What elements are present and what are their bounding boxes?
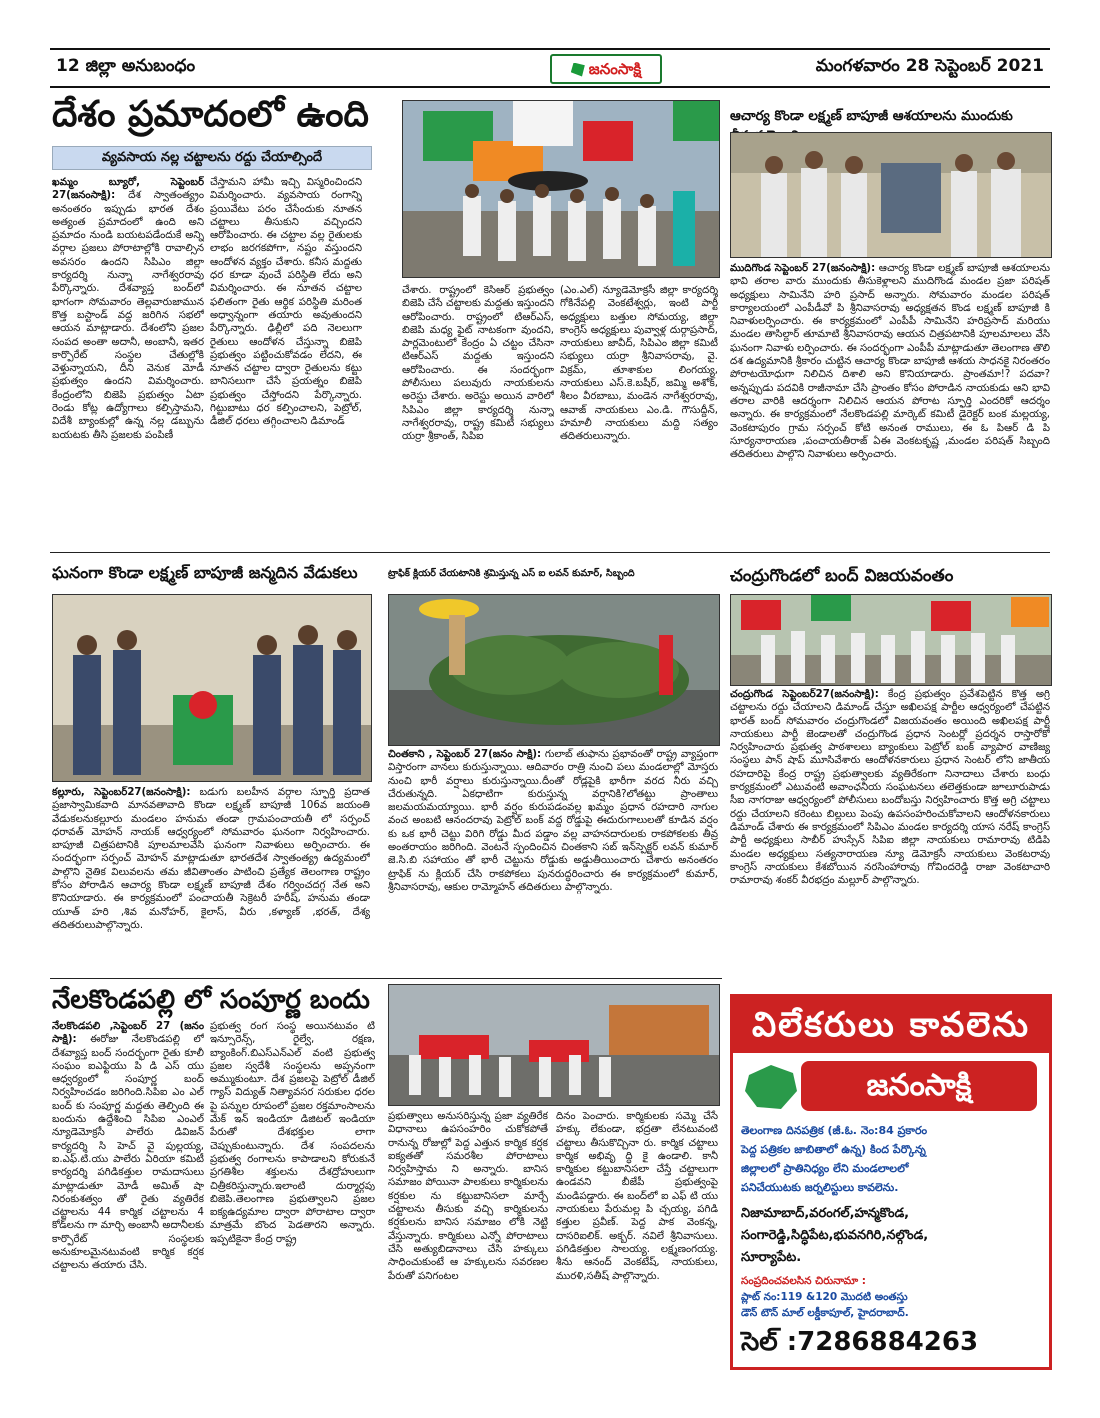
birthday-celebration-image	[53, 595, 371, 781]
protest-rally-image	[403, 101, 719, 277]
ad-brand: జనంసాక్షి	[741, 1061, 1041, 1113]
page-header	[50, 48, 1050, 88]
reporters-wanted-ad	[730, 994, 1052, 1370]
bandh-protest-image	[731, 595, 1051, 685]
story5-headline: చంద్రుగొండలో బంద్ విజయవంతం	[730, 566, 954, 586]
ad-description: తెలంగాణ దినపత్రిక (జీ.ఓ. నెం:84 ప్రకారం పెద్ద పత్రికల జాబితాలో ఉన్న) కింద పేర్కొన్న జిల్లాలలో ప్రాతినిధ్యం లేని మండలాలలో పనిచేయుటకు జర్నలిస్టులు కావలెను.	[741, 1124, 928, 1194]
story1-subhead: వ్యవసాయ నల్ల చట్టాలను రద్దు చేయాల్సిందే	[52, 146, 372, 170]
story6-column-4: దినం పెంచారు. కార్మికులకు సమ్మె చేసే హక్కు లేకుండా, భద్రతా లేనటువంటి చట్టాలు తీసుకొచ్చినా రు. కార్మిక చట్టాలు కార్మిక అభివృ ద్ధి కై ఉండాలి. కానీ కార్మికుల కట్టుబానిసలా చేస్తే చట్టాలుగా ఉండవని బీజేపీ ప్రభుత్వంపై మండిపడ్డారు. ఈ బంద్‌లో ఐ ఎఫ్ టి యు నాయకులు పేరుమల్ల పి చ్చయ్య, పగిడి కత్తుల ప్రవీణ్. పెద్ద పాక వెంకన్న, దాసరిఐలిక్. అక్బర్. నవిలే శ్రీనివాసులు. పగిడికత్తుల సాలయ్య. లక్ష్మణంగయ్య. శీను ఆనంద్ వెంకటేష్, నాయకులు, మురళి,సతీష్ పాల్గొన్నారు.	[556, 1111, 718, 1282]
story1-column-2: చేస్తామని హామీ ఇచ్చి విస్మరించిందని విమర్శించారు. వ్యవసాయ రంగాన్ని ప్రయివేటు పరం చేసేందుకు నూతన చట్టాలు తీసుకుని వచ్చిందని ఆరోపించారు. ఈ చట్టాల వల్ల రైతులకు లాభం జరగకపోగా, నష్టం వస్తుందని ఆందోళన వ్యక్తం చేశారు. కనీస మద్దతు ధర కూడా వుంచే పరిస్థితి లేదు అని విమర్శించారు. ఈ నూతన చట్టాల ఫలితంగా రైతు ఆర్థిక పరిస్థితి మరింత అధ్వాన్నంగా తయారు అవుతుందని పేర్కొన్నారు. ఢిల్లీలో పది నెలలుగా రైతులు ఆందోళన చేస్తున్నా బిజెపి ప్రభుత్వం పట్టించుకోవడం లేదని, ఈ నూతన చట్టాల ద్వారా రైతులను కట్టు బానిసలుగా చేసే ప్రయత్నం బిజెపి ప్రభుత్వం చేస్తోందని పేర్కొన్నారు. గిట్టుబాటు ధర కల్పించాలని, పెట్రోల్, డీజిల్ ధరలు తగ్గించాలని డిమాండ్	[210, 177, 362, 428]
telangana-map-icon	[741, 1061, 801, 1113]
story6-headline: నేలకొండపల్లి లో సంపూర్ణ బందు	[52, 985, 370, 1015]
tribute-ceremony-image	[731, 133, 1051, 257]
story4-body: చింతకాని , సెప్టెంబర్ 27(జనం సాక్షి): గులాబ్ తుఫాను ప్రభావంతో రాష్ట్ర వ్యాప్తంగా విస్తారంగా వానలు కురుస్తున్నాయి. ఆదివారం రాత్రి నుంచి పలు మండలాల్లో మోస్తరు నుంచి భారీ వర్షాలు కురుస్తున్నాయి.దీంతో రోడ్లపైకి భారీగా వరద నీరు వచ్చి చేరుతున్నది. ఏకధాటిగా కురుస్తున్న వర్షానికి?లోతట్టు ప్రాంతాలు జలమయమయ్యాయి. భారీ వర్షం కురుపడంవల్ల ఖమ్మం ప్రధాన రహదారి నాగుల వంచ అంబటి ఆనందరావు పెట్రోల్ బంక్ వద్ద రోడ్డుపై ఈదురుగాలులతో కూడిన వర్షం కు ఒక భారీ చెట్టు విరిగి రోడ్డు మీద పడ్డాం వల్ల వాహనదారులకు రాకపోకలకు తీవ్ర అంతరాయం జరిగింది. వెంటనే స్పందించిన చింతకాని సబ్ ఇన్‌స్పెక్టర్ లవన్ కుమార్ జె.సి.బి సహాయం తో భారీ చెట్టును రోడ్డుకు అడ్డుతీయించారు చేశారు అనంతరం ట్రాఫిక్ ను క్లియర్ చేసి రాకపోకలు పునరుద్ధరించారు ఈ కార్యక్రమంలో కుమార్, శ్రీనివాసరావు, ఆకుల రామ్మోహన్ తదితరులు పాల్గొన్నారు.	[388, 749, 718, 893]
bandh-rally-highway-image	[389, 985, 719, 1105]
story5-photo	[730, 594, 1052, 686]
story1-column-4: (ఎం.ఎల్) న్యూడెమోక్రసీ జిల్లా కార్యదర్శి గోకినేపల్లి వెంకటేశ్వర్లు, ఇంటి పార్టీ అధ్యక్షులు బత్తుల సోమయ్య, జిల్లా కాంగ్రెస్ అధ్యక్షులు పువ్వాళ్ల దుర్గాప్రసాద్, నాయకులు జావీద్, సిపిఎం జిల్లా కమిటీ సభ్యులు యర్రా శ్రీనివాసరావు, వై. విక్రమ్, తూశాకుల లింగయ్య, నాయకులు ఎస్.కె.బషీర్, జమ్మి అశోక్, శీలం వీరబాబు, మండెన నాగేశ్వరరావు, ఆవాజ్ నాయకులు ఎం.డి. గౌసుద్దీన్, హమాలీ నాయకులు మద్ది సత్యం తదితరులున్నారు.	[560, 285, 718, 443]
ad-districts: నిజామాబాద్,వరంగల్,హన్మకొండ, సంగారెడ్డి,సిద్ధిపేట,భువనగిరి,నల్గొండ, సూర్యాపేట.	[741, 1206, 929, 1265]
ad-title: విలేకరులు కావలెను	[733, 997, 1049, 1053]
story1-column-3: చేశారు. రాష్ట్రంలో కెసిఆర్ ప్రభుత్వం బిజెపి చేసే చట్టాలకు మద్దతు ఇస్తుందని ఆరోపించారు. రాష్ట్రంలో టిఆర్ఎస్, బిజెపి మధ్య ఫైట్ నాటకంగా వుందని, పార్లమెంటులో కేంద్రం ఏ చట్టం చేసినా టిఆర్ఎస్ మద్దతు ఇస్తుందని ఆరోపించారు. ఈ సందర్భంగా పోలీసులు పలువురు నాయకులను అరెస్టు చేశారు. అరెస్టు అయిన వారిలో సిపిఎం జిల్లా కార్యదర్శి నున్నా నాగేశ్వరరావు, రాష్ట్ర కమిటీ సభ్యులు యర్రా శ్రీకాంత్, సిపిఐ	[402, 285, 554, 443]
divider	[50, 552, 1050, 553]
page-date: మంగళవారం 28 సెప్టెంబర్ 2021	[815, 56, 1044, 76]
story3-headline: ఘనంగా కొండా లక్ష్మణ్ బాపూజీ జన్మదిన వేడుకలు	[52, 563, 358, 582]
story3-photo	[52, 594, 372, 782]
story6-column-1: నేలకొండపలి ,సెప్టెంబర్ 27 (జనం సాక్షి): ఈరోజు నేలకొండపల్లి లో దేశవ్యాప్త బంద్ సందర్భంగా రైతు కూలీ సంఘం ఐఎఫ్టియు పి డి ఎస్ యు ఆధ్వర్యంలో సంపూర్ణ బంద్ నిర్వహించడం జరిగింది.సిపిఐ ఎం ఎల్ బంద్ కు సంపూర్ణ మద్దతు తెల్పింది ఈ బందును ఉద్దేశించి సిపిఐ ఎంఎల్ న్యూడెమోక్రసీ పాలేరు డివిజన్ కార్యదర్శి సి హెచ్ వై పుల్లయ్య, ఐ.ఎఫ్.టి.యు పాలేరు ఏరియా కమిటీ కార్యదర్శి పగిడికత్తుల రామదాసులు మాట్లాడుతూ మోడీ అమిత్ షా నిరంకుశత్వం తో రైతు వ్యతిరేక చట్టాలను 44 కార్మిక చట్టాలను 4 కోడ్‌లను గా మార్చి అంబానీ అదానీలకు కార్పొరేట్ సంస్థలకు అనుకూలమైనటువంటి కార్మిక కర్షక చట్టాలను తయారు చేసి.	[52, 1021, 204, 1272]
page-number-section: 12 జిల్లా అనుబంధం	[56, 56, 196, 76]
story4-headline: ట్రాఫిక్ క్లియర్ చేయటానికి శ్రమిస్తున్న ఎస్ ఐ లవన్ కుమార్, సిబ్బంది	[388, 568, 635, 579]
story6-photo	[388, 984, 720, 1106]
story2-photo	[730, 132, 1052, 258]
story1-headline: దేశం ప్రమాదంలో ఉంది	[52, 94, 369, 135]
story6-column-2: ప్రభుత్వ రంగ సంస్థ అయినటువం టి ఇన్సూరెన్స్, రైల్వే, రక్షణ, బ్యాంకింగ్.బిఎస్ఎన్ఎల్ వంటి ప్రభుత్వ ప్రజల స్వదేశీ సంస్థలను అప్పనంగా అమ్ముకుంటూ. దేశ ప్రజలపై పెట్రోల్ డీజిల్ గ్యాస్ విద్యుత్ నిత్యావసర సరుకుల ధరల పై పన్నుల రూపంలో ప్రజల రక్తమాంసాలను మేక్ ఇన్ ఇండియా డిజిటల్ ఇండియా పేరుతో దేశభక్తుల లాగా చెప్పుకుంటున్నారు. దేశ సంపదలను ప్రభుత్వ రంగాలను కాపాడాలని కోరుకునే ప్రగతిశీల శక్తులను దేశద్రోహులుగా చిత్రీకరిస్తున్నారు.ఇలాంటి దుర్మార్గపు బిజెపి.తెలంగాణ ప్రభుత్వాలని ప్రజల ఐక్యఉద్యమాల ద్వారా పోరాటాల ద్వారా మాత్రమే బొంద పెడతారని అన్నారు. ఇప్పటికైనా కేంద్ర రాష్ట్ర	[210, 1021, 375, 1245]
story2-body: ముదిగొండ సెప్టెంబర్ 27(జనంసాక్షి): ఆచార్య కొండా లక్ష్మణ్ బాపూజీ ఆశయాలను భావి తరాల వారు ముందుకు తీసుకెళ్లాలని ముదిగొండ మండల ప్రజా పరిషత్ అధ్యక్షులు సామినేని హరి ప్రసాద్ అన్నారు. సోమవారం మండల పరిషత్ కార్యాలయంలో ఎంపీడీవో పి శ్రీనివాసరావు అధ్యక్షతన కొండ లక్ష్మణ్ బాపూజీ కి నివాళులర్పించారు. ఈ కార్యక్రమంలో ఎంపీపీ సామినేని హరిప్రసాద్ మరియు మండల తాసిల్దార్ తూమాటి శ్రీనివాసరావు ఆయన చిత్రపటానికి పూలమాలలు వేసి ఘనంగా నివాళు లర్పించారు. ఈ సందర్భంగా ఎంపీపీ మాట్లాడుతూ తెలంగాణ తొలి దశ ఉద్యమానికి శ్రీకారం చుట్టిన ఆచార్య కొండా బాపూజీ ఆశయ సాధనకై నిరంతరం పోరాటయోధుగా నిలిచిన దిశాలి అని కొనియాడారు. ప్రాంతమా!? పదవా? అన్నప్పుడు పదవికి రాజీనామా చేసి ప్రాంతం కోసం పోరాడిన నాయకుడు ఆని భావి తరాల వారికి ఆదర్శంగా నిలిచిన ఆయన పోరాట స్ఫూర్తి ఎందరికో ఆదర్శం అన్నారు. ఈ కార్యక్రమంలో నేలకొండపల్లి మార్కెట్ కమిటీ డైరెక్టర్ బంక మల్లయ్య, వెంకటాపురం గ్రామ సర్పంచ్ కోటి అనంత రాములు, ఈ ఓ పిఆర్ డి పి సూర్యనారాయణ ,పంచాయతీరాజ్ ఏఈ వెంకటకృష్ణ ,మండల పరిషత్ సిబ్బంది తదితరులు పాల్గొని నివాళులు అర్పించారు.	[730, 263, 1050, 461]
story2-headline: ఆచార్య కొండా లక్ష్మణ్ బాపూజీ ఆశయాలను ముందుకు	[730, 108, 1013, 124]
story4-photo	[388, 594, 720, 746]
fallen-tree-road-image	[389, 595, 719, 745]
story6-column-3: ప్రభుత్వాలు అనుసరిస్తున్న ప్రజా వ్యతిరేక విధానాలు ఉపసంహరిం చుకోకపోతే రానున్న రోజుల్లో పెద్ద ఎత్తున కార్మిక కర్షక ఐక్యతతో సమరశీల పోరాటాలు నిర్వహిస్తామ ని అన్నారు. బానిస సమాజం పోయినా పాలకులు కార్మికులను కర్షకుల ను కట్టుబానిసలా మార్చే చట్టాలను తీసుకు వచ్చి కార్మికులను కర్షకులను బానిస సమాజం లోకి నెట్టి వేస్తున్నారు. కార్మికులు ఎన్నో పోరాటాలు చేసి అత్యుబిడానాలు చేసి హక్కులు సాధించుకుంటే ఆ హక్కులను సవరణల పేరుతో పనిగంటల	[388, 1111, 548, 1282]
divider	[50, 978, 722, 979]
ad-phone: సెల్ :7286884263	[741, 1327, 979, 1357]
ad-address: సంప్రదించవలసిన చిరునామా : ప్లాట్ నం:119 &120 మొదటి అంతస్తు డౌన్ టౌన్ మాల్ లక్డీకాపూల్, హైదరాబాద్.	[741, 1275, 909, 1319]
masthead-logo: జనంసాక్షి	[550, 54, 662, 84]
logo-mark-icon	[571, 63, 585, 77]
story5-body: చంద్రుగొండ సెప్టెంబర్27(జనంసాక్షి): కేంద్ర ప్రభుత్వం ప్రవేశపెట్టిన కొత్త అగ్రి చట్టాలను రద్దు చేయాలని డిమాండ్ చేస్తూ అఖిలపక్ష పార్టీల ఆధ్వర్యంలో చేపట్టిన భారత్ బంద్ సోమవారం చంద్రుగొండలో విజయవంతం అయింది అఖిలపక్ష పార్టీ నాయకులు పార్టీ జెండాలతో చంద్రుగొండ ప్రధాన సెంటర్లో ప్రదర్శన రాస్తారోకో నిర్వహించారు ప్రభుత్వ పాఠశాలలు బ్యాంకులు పెట్రోల్ బంక్ వ్యాపార వాణిజ్య సంస్థలు పాన్ షాప్ మూసివేశారు ఆందోళనకారులు ప్రధాన సెంటర్ లోని జాతీయ రహదారిపై కేంద్ర రాష్ట్ర ప్రభుత్వాలకు వ్యతిరేకంగా నినాదాలు చేశారు బంధు కార్యక్రమంలో ఎటువంటి అవాంఛనీయ సంఘటనలు తలెత్తకుండా జూలూరుపాడు సీఐ నాగరాజు ఆధ్వర్యంలో పోలీసులు బందోబస్తు నిర్వహించారు కొత్త అగ్రి చట్టాలు రద్దు చేయాలని కరెంటు బిల్లులు పెంపు ఉపసంహరించుకోవాలని ఆందోళనకారులు డిమాండ్ చేశారు ఈ కార్యక్రమంలో సిపిఎం మండల కార్యదర్శి యాస నరేష్ కాంగ్రెస్ పార్టీ అధ్యక్షులు సాబీర్ హుస్సేన్ సిపిఐ జిల్లా నాయకులు రామారావు టిడిపి మండల అధ్యక్షులు సత్యనారాయణ న్యూ డెమోక్రసీ నాయకులు వెంకటరావు కాంగ్రెస్ నాయకులు కేశబోయిన నరసింహారావు గోవిందరెడ్డి రాజా వెంకటాచారి రామారావు శంకర్ వీరభద్రం మల్లూర్ పాల్గొన్నారు.	[730, 689, 1050, 887]
story1-column-1: ఖమ్మం బ్యూరో, సెప్టెంబర్ 27(జనంసాక్షి): దేశ స్వాతంత్య్రం అనంతరం ఇప్పుడు భారత దేశం అత్యంత ప్రమాదంలో ఉంది అని ప్రమాదం నుండి బయటపడేందుకే అన్ని వర్గాల ప్రజలు పోరాటాల్లోకి రావాల్సిన అవసరం ఉందని సిపిఎం జిల్లా కార్యదర్శి నున్నా నాగేశ్వరరావు పేర్కొన్నారు. దేశవ్యాప్త బంద్‌లో భాగంగా సోమవారం తెల్లవారుజామున కొత్త బస్టాండ్ వద్ద జరిగిన సభలో ఆయన మాట్లాడారు. దేశంలోని ప్రజల సంపద అంతా అదానీ, అంబానీ, ఇతర కార్పొరేట్ సంస్థల చేతుల్లోకి వెళ్తున్నాయని, దీని వెనుక మోడీ ప్రభుత్వం ఉందని విమర్శించారు. కేంద్రంలోని బిజెపి ప్రభుత్వం ఏటా రెండు కోట్ల ఉద్యోగాలు కల్పిస్తామని, విదేశీ బ్యాంకుల్లో ఉన్న నల్ల డబ్బును బయటకు తీసి ప్రజలకు పంపిణీ	[52, 177, 204, 441]
story1-photo	[402, 100, 720, 278]
story3-body: కల్లూరు, సెప్టెంబర్27(జనంసాక్షి): బడుగు బలహీన వర్గాల స్ఫూర్తి ప్రదాత ప్రజాస్వామికవాది మానవతావాది కొండా లక్ష్మణ్ బాపూజీ 106వ జయంతి వేడుకలనుకల్లూరు మండలం హనుమ తండా గ్రామపంచాయతీ లో సర్పంచ్ ధరావత్ మోహన్ నాయక్ ఆధ్వర్యంలో సోమవారం ఘనంగా నిర్వహించారు. బాపూజీ చిత్రపటానికి పూలమాలవేసి ఘనంగా నివాళులు అర్పించారు. ఈ సందర్భంగా సర్పంచ్ మోహన్ మాట్లాడుతూ భారతదేశ స్వాతంత్య్ర ఉద్యమంలో పాల్గొని నైతిక విలువలను తమ జీవితాంతం పాటించి ప్రత్యేక తెలంగాణ రాష్ట్రం కోసం పోరాడిన ఆచార్య కొండా లక్ష్మణ్ బాపూజీ దేశం గర్వించదగ్గ నేత అని కొనియాడారు. ఈ కార్యక్రమంలో పంచాయతీ సెక్రెటరీ హరీష్, హనుమ తండా యూత్ హరి ,శివ మనోహర్, కైలాస్, వీరు ,కళ్యాణ్ ,భరత్, దేశ్య తదితరులుపాల్గొన్నారు.	[52, 787, 370, 931]
